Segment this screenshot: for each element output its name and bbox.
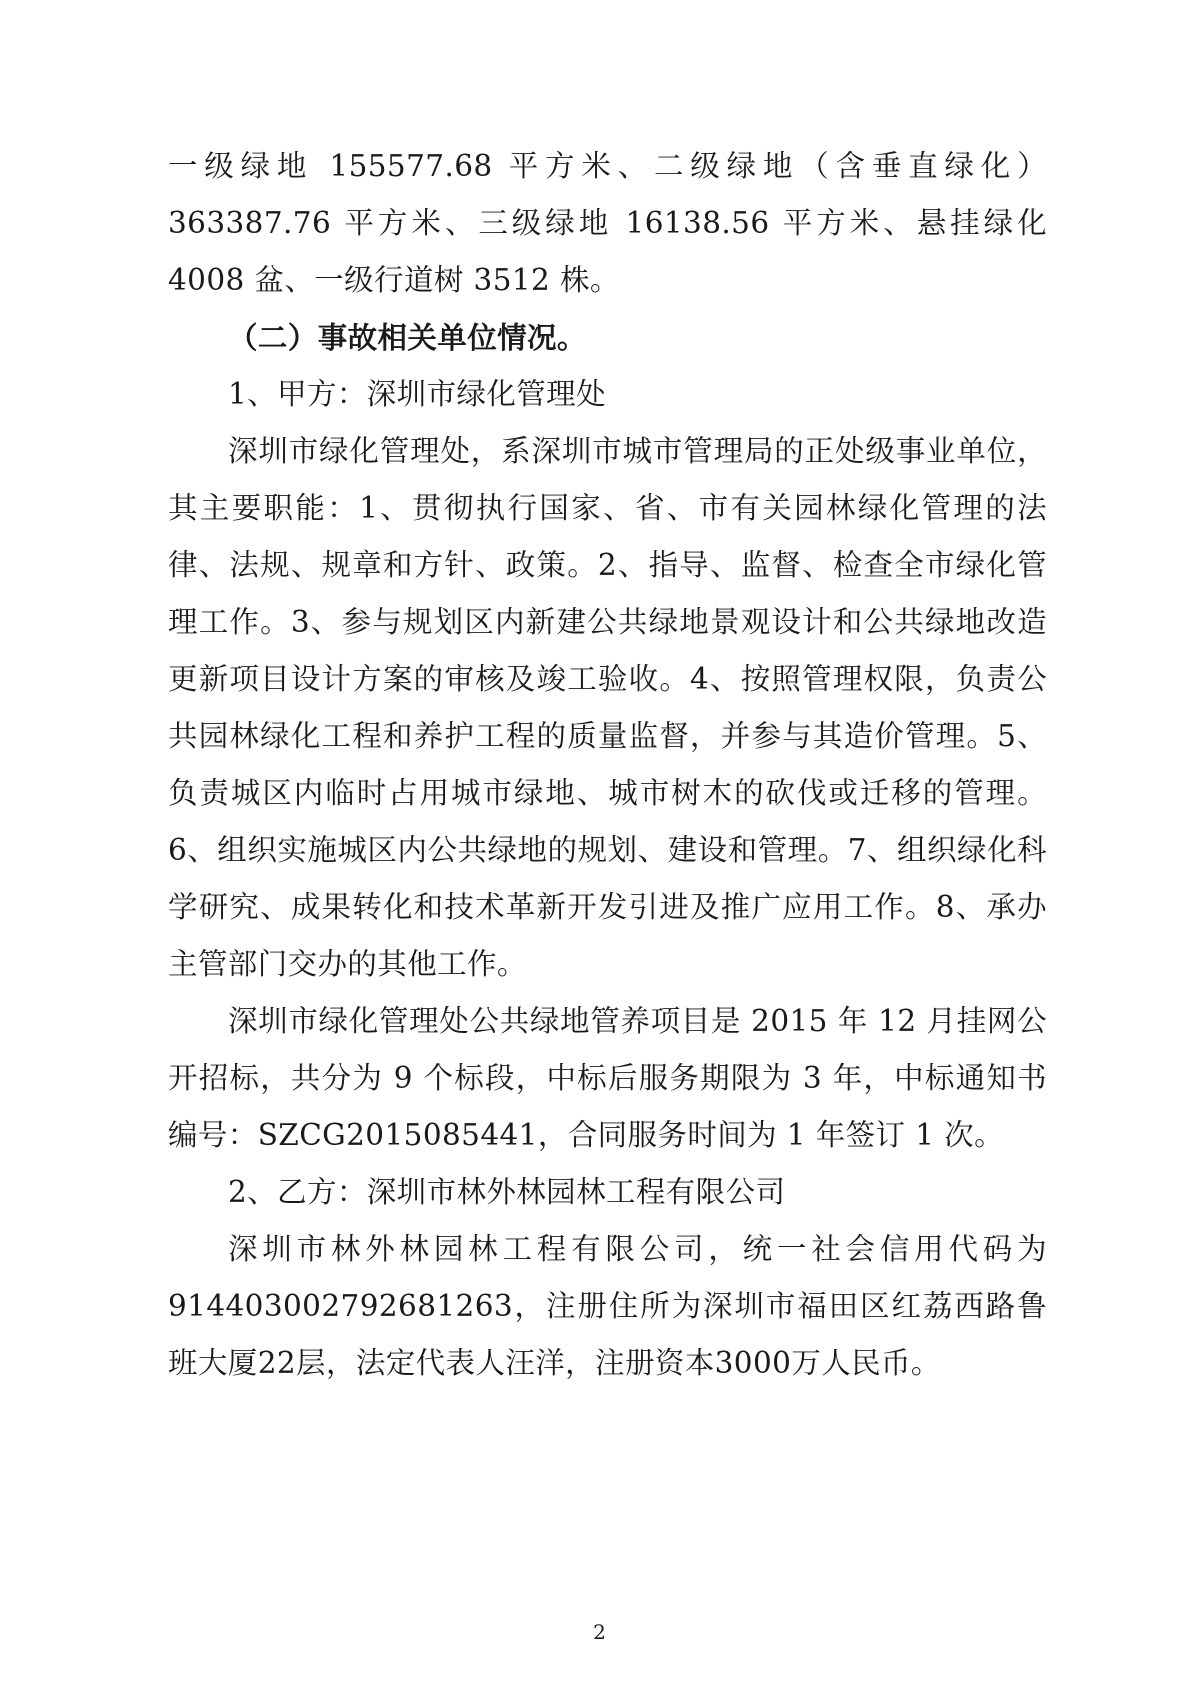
paragraph-party-a-description: 深圳市绿化管理处，系深圳市城市管理局的正处级事业单位，其主要职能：1、贯彻执行国家、省、市有关园林绿化管理的法律、法规、规章和方针、政策。2、指导、监督、检查全市绿化管理工作。3、参与规划区内新建公共绿地景观设计和公共绿地改造更新项目设计方案的审核及竣工验收。4、按照管理权限，负责公共园林绿化工程和养护工程的质量监督，并参与其造价管理。5、负责城区内临时占用城市绿地、城市树木的砍伐或迁移的管理。6、组织实施城区内公共绿地的规划、建设和管理。7、组织绿化科学研究、成果转化和技术革新开发引进及推广应用工作。8、承办主管部门交办的其他工作。 xyxy=(168,434,1047,981)
page-number: 2 xyxy=(593,1620,606,1644)
paragraph-party-b-title: 2、乙方：深圳市林外林园林工程有限公司 xyxy=(228,1175,786,1209)
paragraph-party-a-title: 1、甲方：深圳市绿化管理处 xyxy=(228,377,606,411)
paragraph-party-b-description: 深圳市林外林园林工程有限公司，统一社会信用代码为914403002792681263，注册住所为深圳市福田区红荔西路鲁班大厦22层，法定代表人汪洋，注册资本3000万人民币。 xyxy=(168,1232,1047,1380)
heading-related-units: （二）事故相关单位情况。 xyxy=(228,320,587,355)
paragraph-tender-info: 深圳市绿化管理处公共绿地管养项目是 2015 年 12 月挂网公开招标，共分为 9 个标段，中标后服务期限为 3 年，中标通知书编号：SZCG2015085441，合同服务时间为 1 年签订 1 次。 xyxy=(168,1004,1047,1152)
paragraph-green-area-stats: 一级绿地 155577.68 平方米、二级绿地（含垂直绿化）363387.76 平方米、三级绿地 16138.56 平方米、悬挂绿化 4008 盆、一级行道树 3512 株。 xyxy=(168,149,1047,297)
document-body xyxy=(168,138,1047,1392)
